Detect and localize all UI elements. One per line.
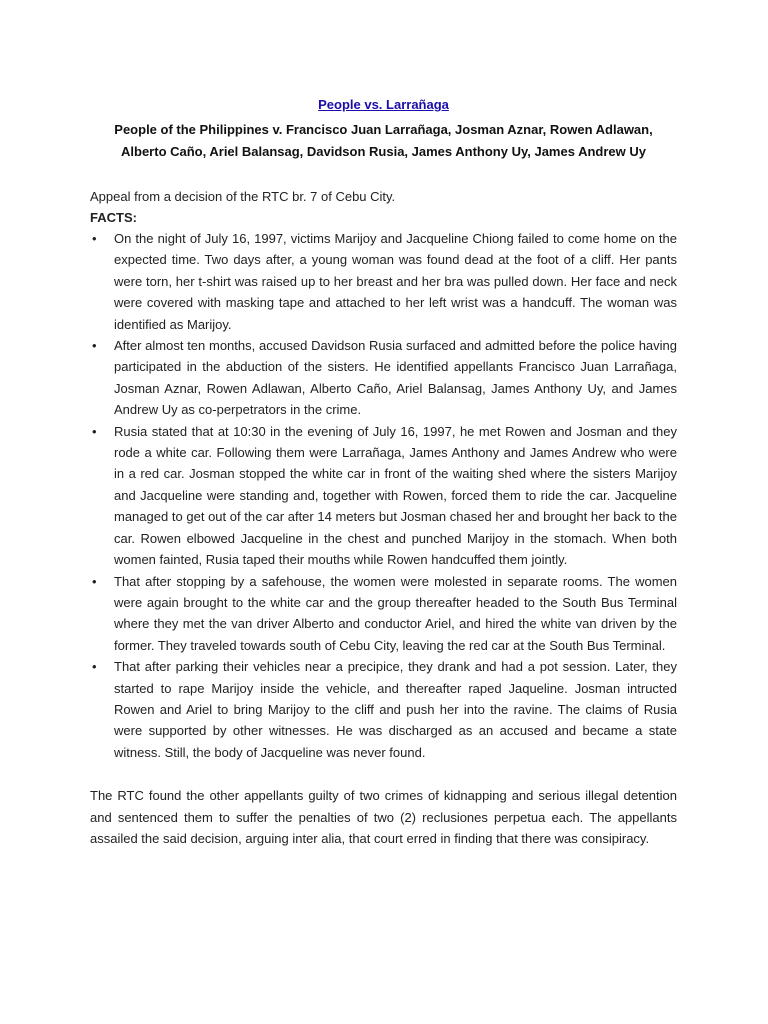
facts-heading: FACTS: [90,210,137,225]
case-full-title: People of the Philippines v. Francisco Juan Larrañaga, Josman Aznar, Rowen Adlawan, Alberto Caño, Ariel Balansag, Davidson Rusia, James Anthony Uy, James Andrew Uy [114,122,653,159]
conclusion-paragraph: The RTC found the other appellants guilty of two crimes of kidnapping and serious illegal detention and sentenced them to suffer the penalties of two (2) reclusiones perpetua each. The appellants assailed the said decision, arguing inter alia, that court erred in finding that there was consipiracy. [90,788,677,846]
list-item [90,421,677,571]
list-item [90,656,677,763]
bullet-icon: • [92,338,97,354]
intro-paragraph: Appeal from a decision of the RTC br. 7 of Cebu City. [90,189,396,204]
bullet-icon: • [92,573,97,589]
fact-text: After almost ten months, accused Davidson Rusia surfaced and admitted before the police having participated in the abduction of the sisters. He identified appellants Francisco Juan Larrañaga, Josman Aznar, Rowen Adlawan, Alberto Caño, Ariel Balansag, James Anthony Uy, and James Andrew Uy as co-perpetrators in the crime. [114,338,677,418]
list-item [90,335,677,421]
fact-text: On the night of July 16, 1997, victims Marijoy and Jacqueline Chiong failed to come home on the expected time. Two days after, a young woman was found dead at the foot of a cliff. Her pants were torn, her t-shirt was raised up to her breast and her bra was pulled down. Her face and neck were covered with masking tape and attached to her left wrist was a handcuff. The woman was identified as Marijoy. [114,231,677,332]
fact-text: Rusia stated that at 10:30 in the evening of July 16, 1997, he met Rowen and Josman and they rode a white car. Following them were Larrañaga, James Anthony and James Andrew who were in a red car. Josman stopped the white car in front of the waiting shed where the sisters Marijoy and Jacqueline were standing and, together with Rowen, forced them to ride the car. Jacqueline managed to get out of the car after 14 meters but Josman chased her and brought her back to the car. Rowen elbowed Jacqueline in the chest and punched Marijoy in the stomach. When both women fainted, Rusia taped their mouths while Rowen handcuffed them jointly. [114,423,677,568]
document-page [90,96,677,849]
bullet-icon: • [92,423,97,439]
case-title-link[interactable]: People vs. Larrañaga [318,97,449,112]
bullet-icon: • [92,231,97,246]
bullet-icon: • [92,659,97,675]
facts-list [90,228,677,763]
list-item [90,228,677,335]
fact-text: That after parking their vehicles near a precipice, they drank and had a pot session. Later, they started to rape Marijoy inside the vehicle, and thereafter raped Jaqueline. Josman intructed Rowen and Ariel to bring Marijoy to the cliff and push her into the ravine. The claims of Rusia were supported by other witnesses. He was discharged as an accused and became a state witness. Still, the body of Jacqueline was never found. [114,659,677,760]
list-item [90,571,677,657]
fact-text: That after stopping by a safehouse, the women were molested in separate rooms. The women were again brought to the white car and the group thereafter headed to the South Bus Terminal where they met the van driver Alberto and conductor Ariel, and hired the white van driven by the former. They traveled towards south of Cebu City, leaving the red car at the South Bus Terminal. [114,573,677,653]
